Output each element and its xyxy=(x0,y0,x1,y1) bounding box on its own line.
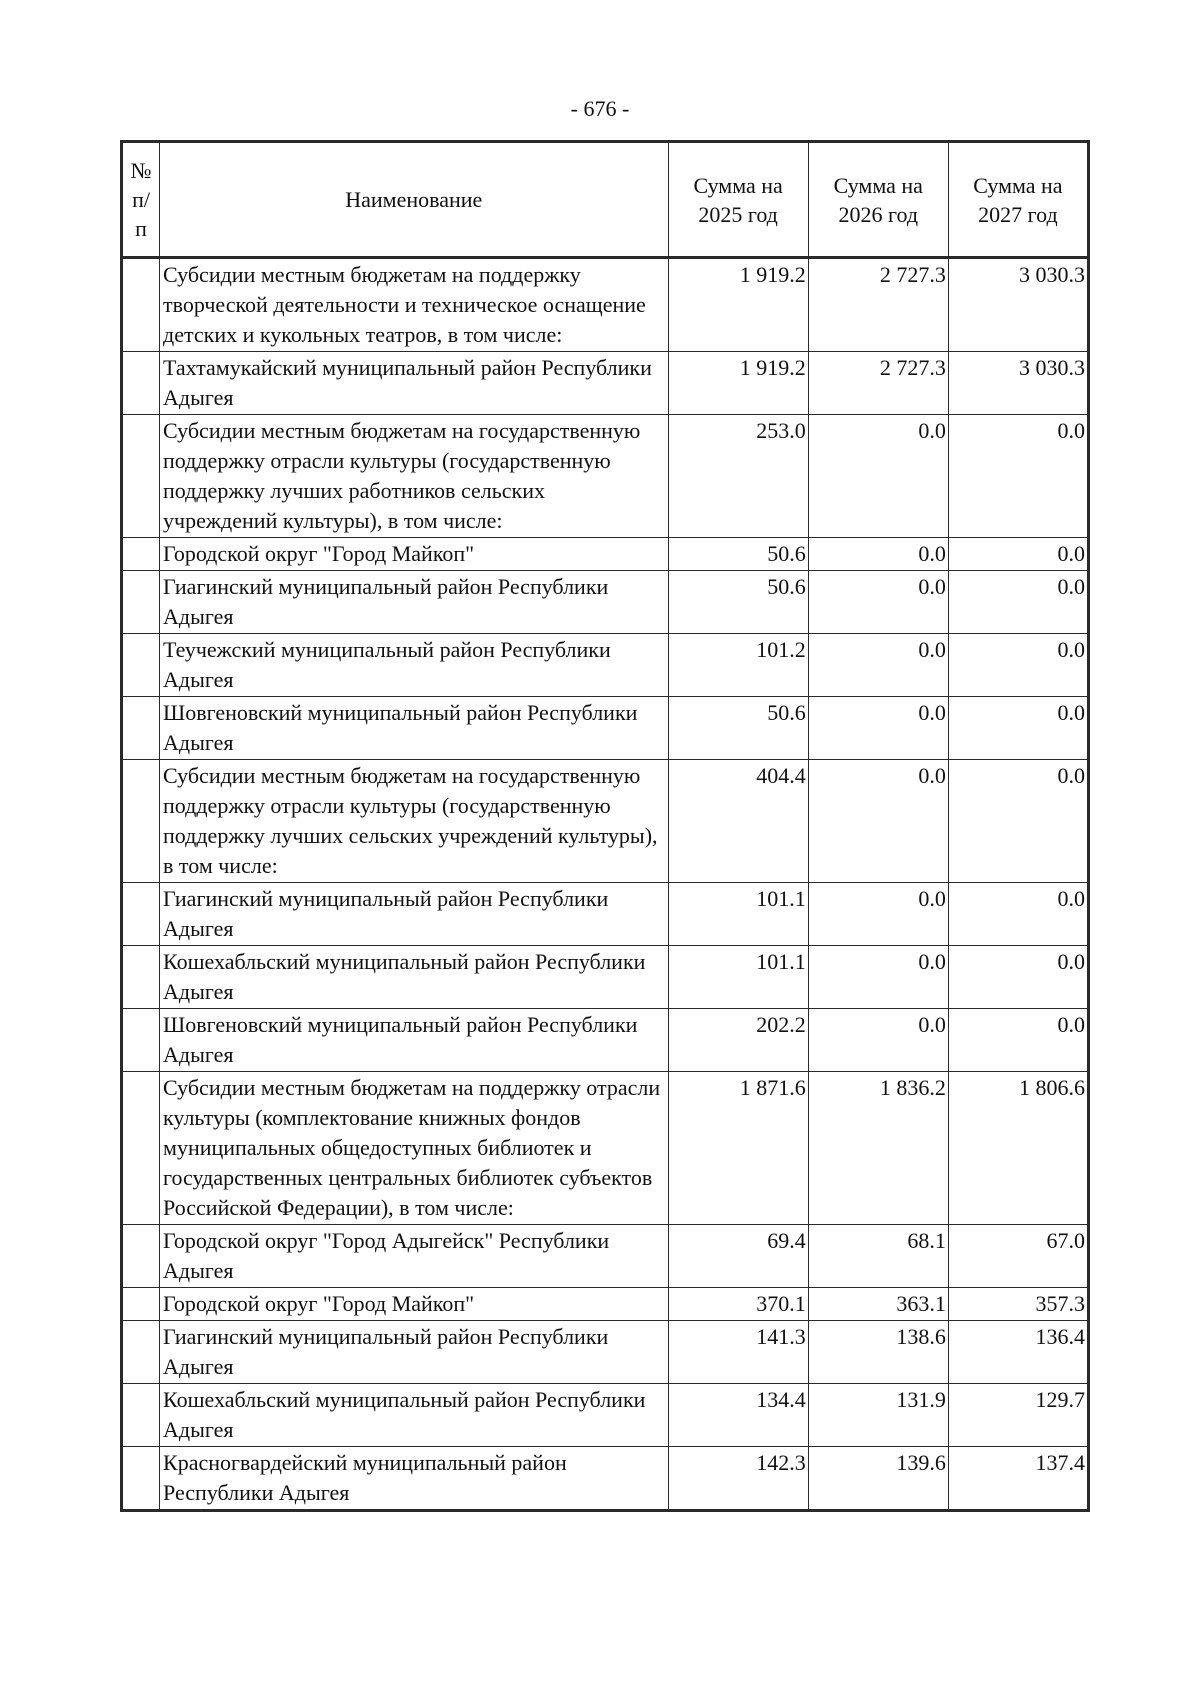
row-name: Кошехабльский муниципальный район Республики Адыгея xyxy=(160,1384,669,1447)
row-num xyxy=(122,883,160,946)
row-name: Субсидии местным бюджетам на государственную поддержку отрасли культуры (государственную поддержку лучших сельских учреждений культуры), в том числе: xyxy=(160,760,669,883)
row-num xyxy=(122,1072,160,1225)
table-row xyxy=(122,883,1089,946)
row-name: Городской округ "Город Майкоп" xyxy=(160,1288,669,1321)
row-name: Теучежский муниципальный район Республики Адыгея xyxy=(160,634,669,697)
table-row xyxy=(122,634,1089,697)
row-sum-2025: 50.6 xyxy=(668,538,808,571)
row-sum-2027: 136.4 xyxy=(948,1321,1088,1384)
table-row xyxy=(122,1384,1089,1447)
row-sum-2026: 0.0 xyxy=(808,946,948,1009)
row-sum-2025: 142.3 xyxy=(668,1447,808,1511)
header-2025: Сумма на 2025 год xyxy=(668,142,808,258)
row-sum-2026: 363.1 xyxy=(808,1288,948,1321)
row-sum-2027: 357.3 xyxy=(948,1288,1088,1321)
row-sum-2027: 3 030.3 xyxy=(948,258,1088,352)
table-row xyxy=(122,352,1089,415)
row-sum-2026: 0.0 xyxy=(808,883,948,946)
row-name: Субсидии местным бюджетам на поддержку отрасли культуры (комплектование книжных фондов муниципальных общедоступных библиотек и государственных центральных библиотек субъектов Российской Федерации), в том числе: xyxy=(160,1072,669,1225)
row-sum-2025: 50.6 xyxy=(668,571,808,634)
row-sum-2027: 0.0 xyxy=(948,571,1088,634)
row-name: Гиагинский муниципальный район Республики Адыгея xyxy=(160,571,669,634)
row-sum-2026: 138.6 xyxy=(808,1321,948,1384)
row-sum-2025: 101.1 xyxy=(668,946,808,1009)
row-name: Тахтамукайский муниципальный район Республики Адыгея xyxy=(160,352,669,415)
row-sum-2025: 370.1 xyxy=(668,1288,808,1321)
row-sum-2027: 0.0 xyxy=(948,1009,1088,1072)
row-sum-2026: 2 727.3 xyxy=(808,258,948,352)
row-sum-2026: 0.0 xyxy=(808,760,948,883)
table-row xyxy=(122,1321,1089,1384)
table-row xyxy=(122,946,1089,1009)
row-num xyxy=(122,697,160,760)
row-sum-2027: 0.0 xyxy=(948,538,1088,571)
row-sum-2027: 0.0 xyxy=(948,697,1088,760)
row-sum-2025: 101.1 xyxy=(668,883,808,946)
table-row xyxy=(122,258,1089,352)
budget-table xyxy=(120,140,1090,1512)
row-num xyxy=(122,1225,160,1288)
row-name: Красногвардейский муниципальный район Республики Адыгея xyxy=(160,1447,669,1511)
row-name: Субсидии местным бюджетам на поддержку творческой деятельности и техническое оснащение детских и кукольных театров, в том числе: xyxy=(160,258,669,352)
row-num xyxy=(122,571,160,634)
table-row xyxy=(122,1225,1089,1288)
row-name: Кошехабльский муниципальный район Республики Адыгея xyxy=(160,946,669,1009)
row-name: Шовгеновский муниципальный район Республики Адыгея xyxy=(160,697,669,760)
table-body xyxy=(122,258,1089,1511)
row-sum-2026: 0.0 xyxy=(808,571,948,634)
row-sum-2027: 67.0 xyxy=(948,1225,1088,1288)
row-num xyxy=(122,946,160,1009)
row-name: Городской округ "Город Майкоп" xyxy=(160,538,669,571)
row-name: Городской округ "Город Адыгейск" Республики Адыгея xyxy=(160,1225,669,1288)
row-sum-2026: 1 836.2 xyxy=(808,1072,948,1225)
table-header xyxy=(122,142,1089,258)
row-num xyxy=(122,1384,160,1447)
row-sum-2027: 137.4 xyxy=(948,1447,1088,1511)
row-num xyxy=(122,352,160,415)
row-sum-2027: 0.0 xyxy=(948,946,1088,1009)
row-num xyxy=(122,634,160,697)
row-num xyxy=(122,1288,160,1321)
row-sum-2025: 1 871.6 xyxy=(668,1072,808,1225)
row-sum-2027: 0.0 xyxy=(948,634,1088,697)
table-row xyxy=(122,1288,1089,1321)
row-sum-2025: 1 919.2 xyxy=(668,258,808,352)
row-name: Шовгеновский муниципальный район Республики Адыгея xyxy=(160,1009,669,1072)
row-sum-2027: 0.0 xyxy=(948,760,1088,883)
row-num xyxy=(122,760,160,883)
row-sum-2025: 69.4 xyxy=(668,1225,808,1288)
row-sum-2027: 129.7 xyxy=(948,1384,1088,1447)
row-sum-2026: 0.0 xyxy=(808,634,948,697)
table-row xyxy=(122,760,1089,883)
row-num xyxy=(122,1447,160,1511)
header-name: Наименование xyxy=(160,142,669,258)
row-sum-2025: 253.0 xyxy=(668,415,808,538)
row-name: Гиагинский муниципальный район Республики Адыгея xyxy=(160,1321,669,1384)
row-sum-2026: 0.0 xyxy=(808,415,948,538)
row-num xyxy=(122,258,160,352)
header-num: № п/п xyxy=(122,142,160,258)
row-sum-2025: 141.3 xyxy=(668,1321,808,1384)
row-name: Гиагинский муниципальный район Республики Адыгея xyxy=(160,883,669,946)
table-row xyxy=(122,1009,1089,1072)
row-sum-2025: 404.4 xyxy=(668,760,808,883)
row-sum-2026: 131.9 xyxy=(808,1384,948,1447)
page-number: - 676 - xyxy=(570,96,630,121)
row-sum-2026: 139.6 xyxy=(808,1447,948,1511)
row-sum-2025: 50.6 xyxy=(668,697,808,760)
row-sum-2027: 0.0 xyxy=(948,415,1088,538)
row-sum-2025: 1 919.2 xyxy=(668,352,808,415)
row-sum-2027: 1 806.6 xyxy=(948,1072,1088,1225)
table-row xyxy=(122,697,1089,760)
table-row xyxy=(122,1072,1089,1225)
row-sum-2026: 68.1 xyxy=(808,1225,948,1288)
row-num xyxy=(122,415,160,538)
row-sum-2026: 0.0 xyxy=(808,538,948,571)
row-sum-2027: 3 030.3 xyxy=(948,352,1088,415)
row-sum-2025: 134.4 xyxy=(668,1384,808,1447)
row-num xyxy=(122,1321,160,1384)
header-2026: Сумма на 2026 год xyxy=(808,142,948,258)
row-sum-2025: 101.2 xyxy=(668,634,808,697)
row-sum-2026: 2 727.3 xyxy=(808,352,948,415)
row-num xyxy=(122,1009,160,1072)
table-row xyxy=(122,1447,1089,1511)
table-row xyxy=(122,538,1089,571)
header-2027: Сумма на 2027 год xyxy=(948,142,1088,258)
row-name: Субсидии местным бюджетам на государственную поддержку отрасли культуры (государственную поддержку лучших работников сельских учреждений культуры), в том числе: xyxy=(160,415,669,538)
row-sum-2027: 0.0 xyxy=(948,883,1088,946)
row-sum-2026: 0.0 xyxy=(808,1009,948,1072)
row-num xyxy=(122,538,160,571)
row-sum-2025: 202.2 xyxy=(668,1009,808,1072)
table-row xyxy=(122,571,1089,634)
row-sum-2026: 0.0 xyxy=(808,697,948,760)
table-row xyxy=(122,415,1089,538)
